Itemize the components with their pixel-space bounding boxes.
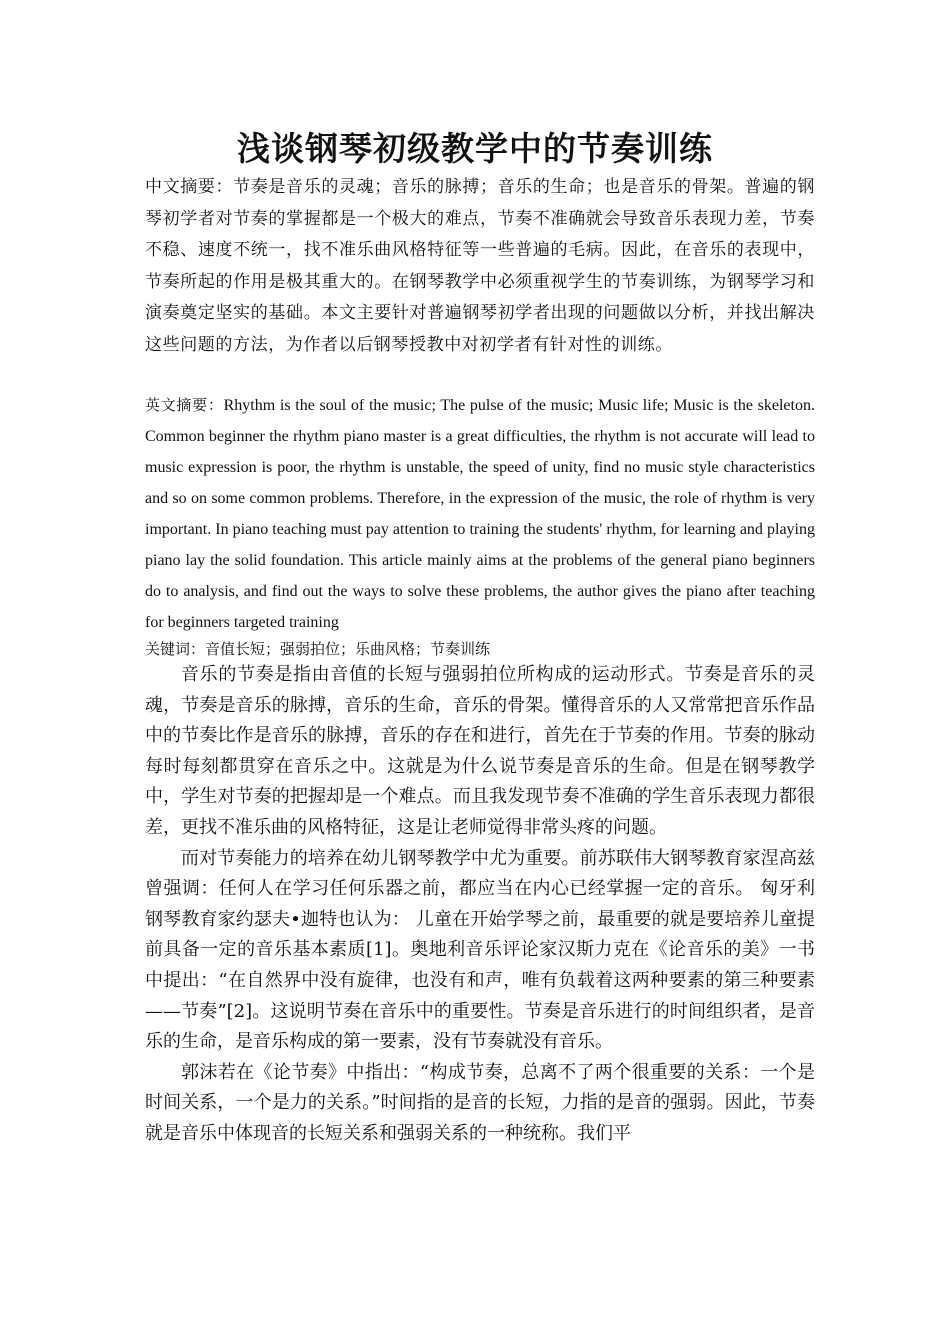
english-abstract-text: Rhythm is the soul of the music; The pulse of the music; Music life; Music is the skeleton. Common beginner the rhythm piano master is a great difficulties, the rhythm is not accurate will lead to music expression is poor, the rhythm is unstable, the speed of unity, find no music style characteristics and so on some common problems. Therefore, in the expression of the music, the role of rhythm is very important. In piano teaching must pay attention to training the students' rhythm, for learning and playing piano lay the solid foundation. This article mainly aims at the problems of the general piano beginners do to analysis, and find out the ways to solve these problems, the author gives the piano after teaching for beginners targeted training: [145, 397, 815, 631]
paragraph: 音乐的节奏是指由音值的长短与强弱拍位所构成的运动形式。节奏是音乐的灵魂，节奏是音乐的脉搏，音乐的生命，音乐的骨架。懂得音乐的人又常常把音乐作品中的节奏比作是音乐的脉搏，音乐的存在和进行，首先在于节奏的作用。节奏的脉动每时每刻都贯穿在音乐之中。这就是为什么说节奏是音乐的生命。但是在钢琴教学中，学生对节奏的把握却是一个难点。而且我发现节奏不准确的学生音乐表现力都很差，更找不准乐曲的风格特征，这是让老师觉得非常头疼的问题。: [145, 664, 815, 838]
english-abstract: [145, 390, 815, 638]
paragraph: 郭沫若在《论节奏》中指出：“构成节奏，总离不了两个很重要的关系：一个是时间关系，一个是力的关系。”时间指的是音的长短，力指的是音的强弱。因此，节奏就是音乐中体现音的长短关系和强弱关系的一种统称。我们平: [145, 1061, 815, 1144]
body-text: [145, 660, 815, 1150]
english-abstract-label: 英文摘要：: [145, 396, 224, 414]
document-title: 浅谈钢琴初级教学中的节奏训练: [237, 129, 713, 168]
chinese-abstract: 中文摘要：节奏是音乐的灵魂；音乐的脉搏；音乐的生命；也是音乐的骨架。普遍的钢琴初学者对节奏的掌握都是一个极大的难点，节奏不准确就会导致音乐表现力差，节奏不稳、速度不统一，找不准乐曲风格特征等一些普遍的毛病。因此，在音乐的表现中，节奏所起的作用是极其重大的。在钢琴教学中必须重视学生的节奏训练，为钢琴学习和演奏奠定坚实的基础。本文主要针对普遍钢琴初学者出现的问题做以分析，并找出解决这些问题的方法，为作者以后钢琴授教中对初学者有针对性的训练。: [145, 177, 815, 355]
paragraph: 而对节奏能力的培养在幼儿钢琴教学中尤为重要。前苏联伟大钢琴教育家涅高兹曾强调：任何人在学习任何乐器之前，都应当在内心已经掌握一定的音乐。 匈牙利钢琴教育家约瑟夫•迦特也认为： 儿童在开始学琴之前，最重要的就是要培养儿童提前具备一定的音乐基本素质[1]。奥地利音乐评论家汉斯力克在《论音乐的美》一书中提出：“在自然界中没有旋律，也没有和声，唯有负载着这两种要素的第三种要素——节奏”[2]。这说明节奏在音乐中的重要性。节奏是音乐进行的时间组织者，是音乐的生命，是音乐构成的第一要素，没有节奏就没有音乐。: [145, 847, 815, 1053]
keywords: 关键词：音值长短；强弱拍位；乐曲风格；节奏训练: [145, 640, 491, 658]
